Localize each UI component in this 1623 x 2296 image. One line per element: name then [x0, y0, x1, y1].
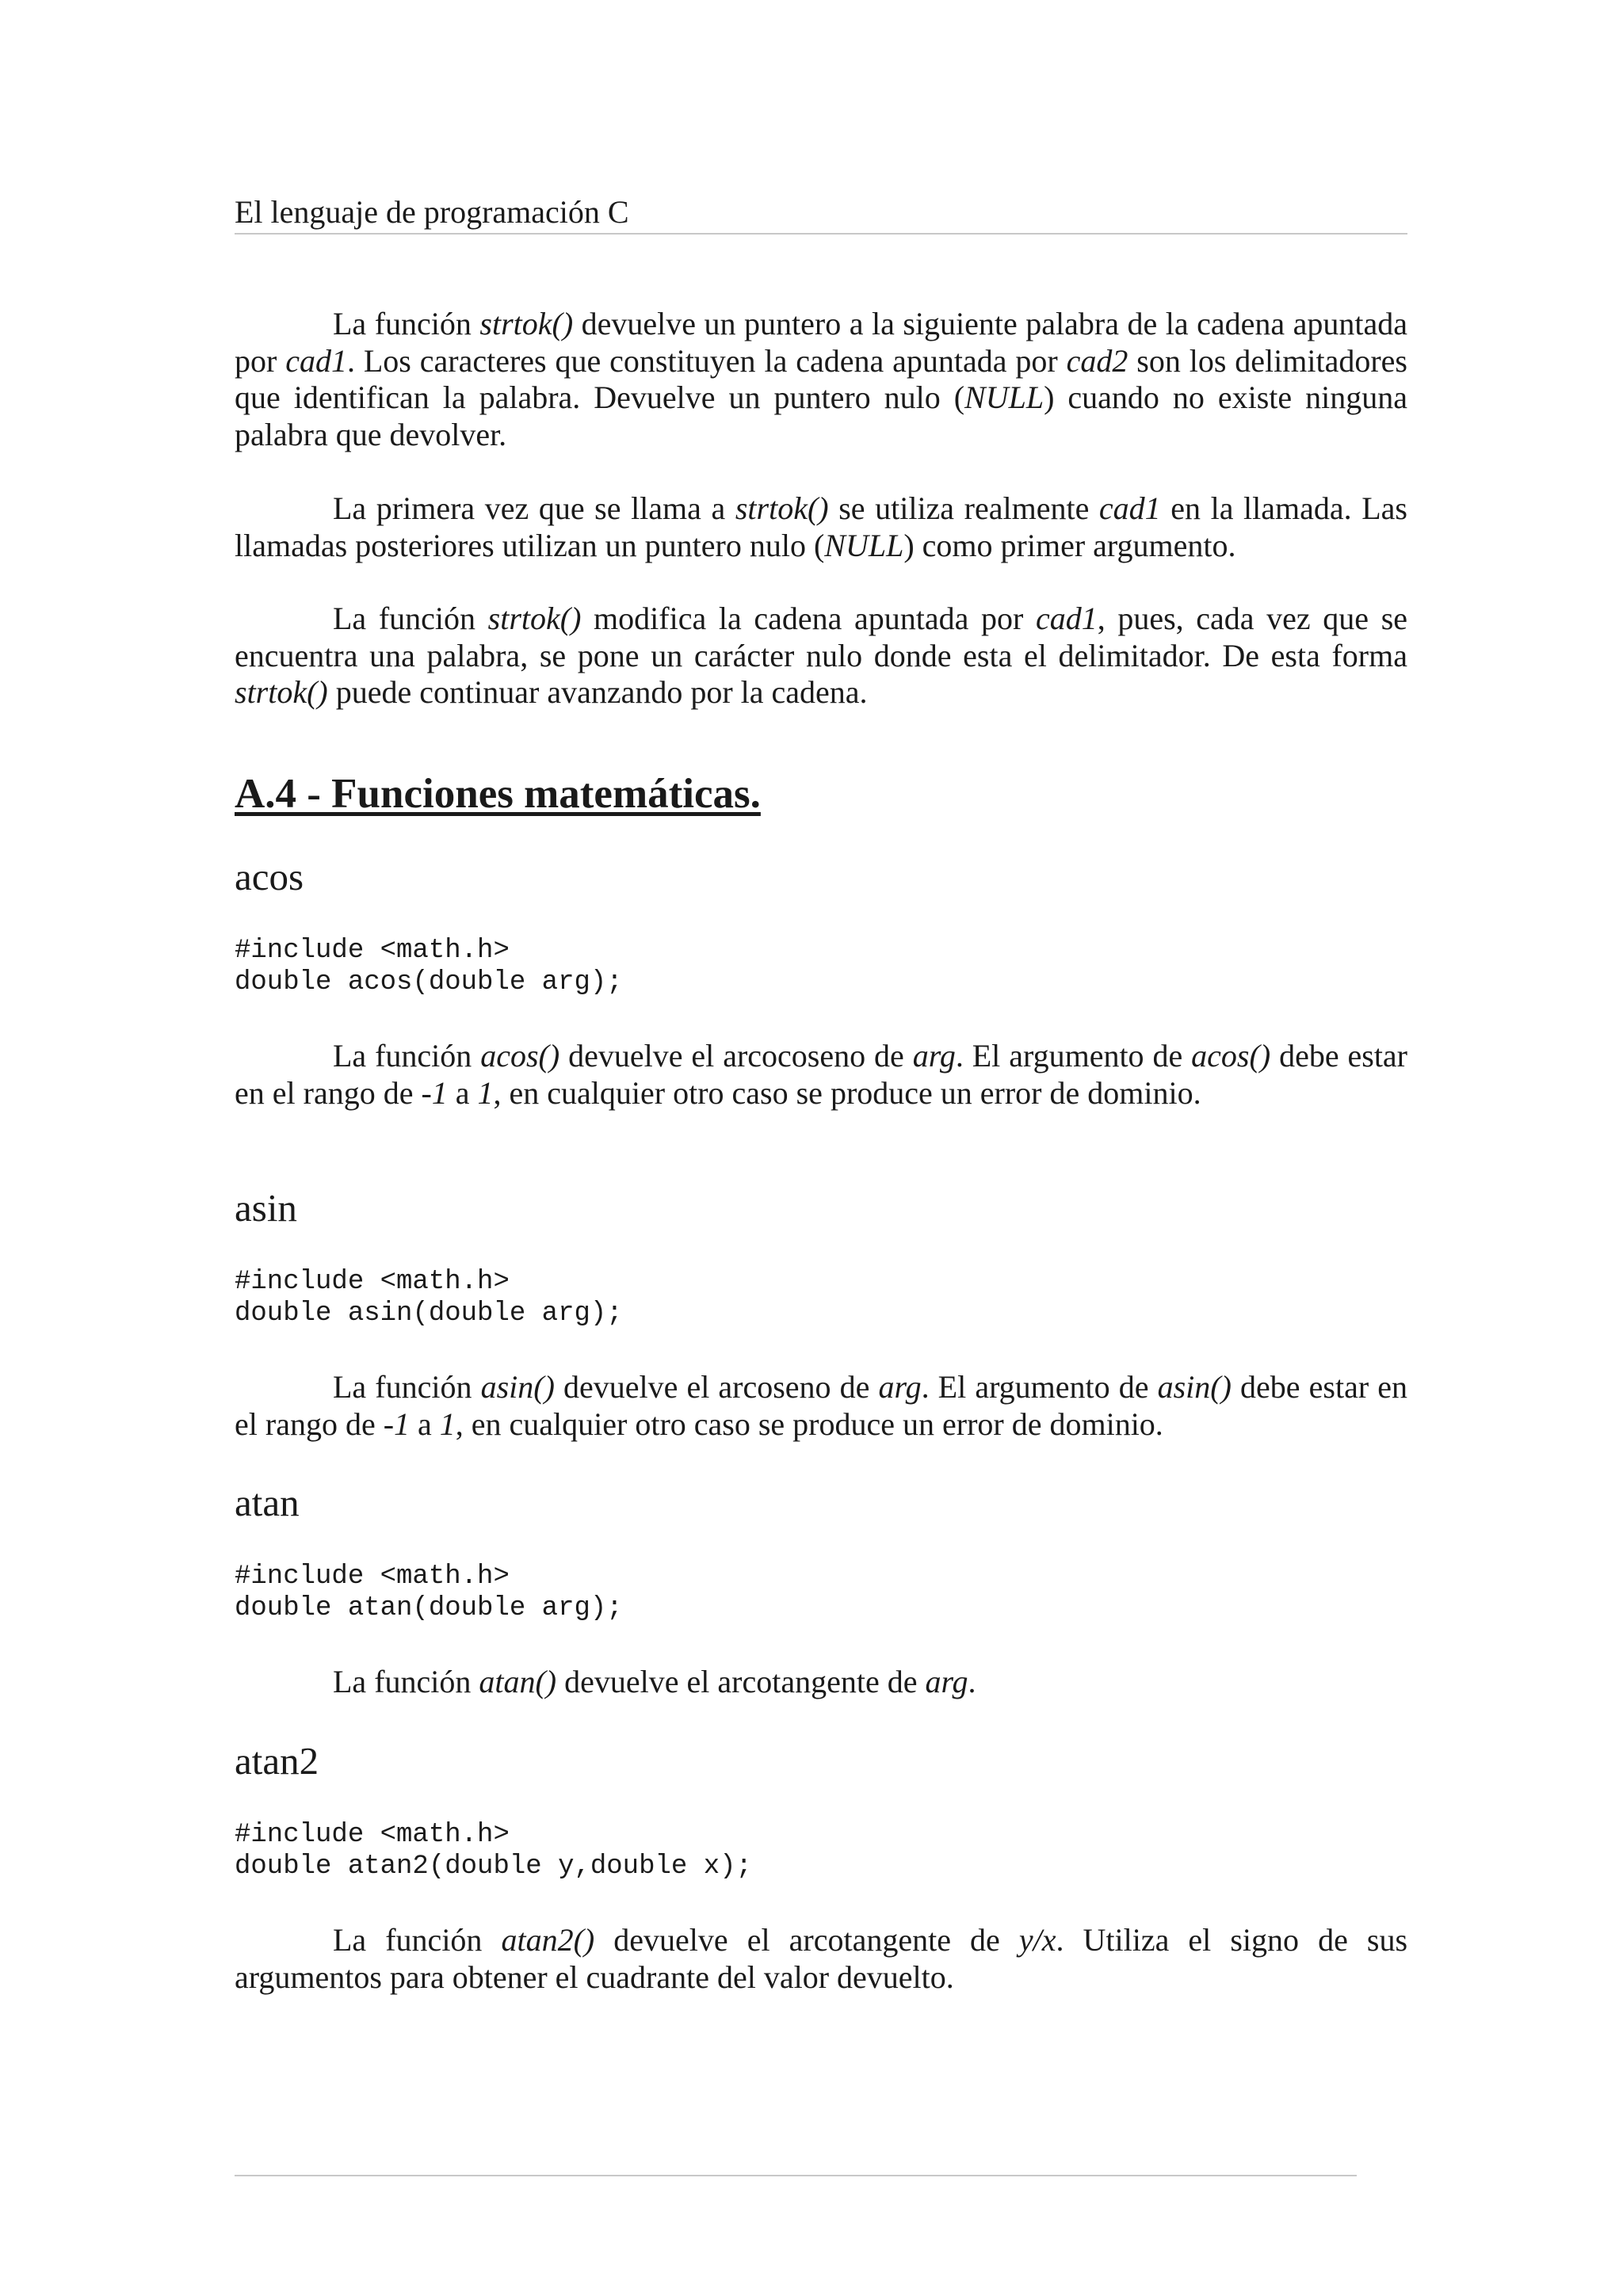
text-run: en la llamada. Las llamadas posteriores utilizan un puntero nulo ( — [235, 490, 1415, 563]
function-atan2-title-block — [235, 1738, 1407, 1784]
function-acos-code-block — [235, 935, 1407, 998]
text-run: La función — [333, 601, 488, 636]
italic-text: asin() — [1157, 1369, 1232, 1405]
code-line: #include <math.h> — [235, 1562, 510, 1592]
text-run: La función — [333, 1664, 479, 1699]
text-run: devuelve el arcotangente de — [556, 1664, 926, 1699]
text-run: devuelve el arcocoseno de — [559, 1038, 913, 1074]
italic-text: arg — [925, 1664, 968, 1699]
text-run: debe estar en el rango de - — [235, 1038, 1416, 1111]
function-asin-description — [235, 1369, 1415, 1443]
italic-text: atan() — [479, 1664, 557, 1699]
text-run: , en cualquier otro caso se produce un error de dominio. — [455, 1405, 1163, 1442]
text-run: La primera vez que se llama a — [333, 490, 735, 526]
italic-text: strtok() — [487, 601, 582, 636]
code-block-acos — [235, 935, 1407, 998]
text-run: . El argumento de — [955, 1038, 1192, 1074]
function-atan-description — [235, 1664, 1407, 1701]
italic-text: asin() — [480, 1369, 555, 1405]
code-line: #include <math.h> — [235, 936, 510, 966]
intro-paragraph-1 — [235, 306, 1416, 453]
paragraph — [235, 490, 1415, 564]
intro-paragraph-3 — [235, 601, 1416, 711]
italic-text: 1 — [477, 1074, 494, 1111]
italic-text: cad1 — [285, 342, 347, 379]
text-run: devuelve un puntero a la siguiente palabra de la cadena apuntada por — [235, 306, 1416, 379]
text-run: modifica la cadena apuntada por — [581, 601, 1036, 636]
code-line: double atan2(double y,double x); — [235, 1852, 752, 1882]
text-run: ) cuando no existe ninguna palabra que devolver. — [235, 379, 1416, 452]
text-run: ) como primer argumento. — [903, 527, 1236, 563]
function-asin-code-block — [235, 1266, 1407, 1329]
function-title-asin: asin — [235, 1186, 297, 1230]
function-atan-code-block — [235, 1561, 1407, 1624]
text-run: a — [447, 1074, 478, 1111]
paragraph — [235, 1664, 1407, 1701]
text-run: se utiliza realmente — [828, 490, 1099, 526]
function-atan2-description — [235, 1922, 1416, 1996]
section-heading: A.4 - Funciones matemáticas. — [235, 771, 761, 817]
paragraph — [235, 1038, 1416, 1112]
italic-text: strtok() — [235, 674, 328, 710]
paragraph — [235, 1369, 1415, 1443]
text-run: , en cualquier otro caso se produce un error de dominio. — [493, 1074, 1201, 1111]
text-run: . — [968, 1664, 976, 1699]
text-run: a — [410, 1405, 440, 1442]
code-line: double asin(double arg); — [235, 1299, 623, 1329]
code-line: double atan(double arg); — [235, 1593, 623, 1623]
function-atan-title-block — [235, 1480, 1407, 1526]
italic-text: strtok() — [479, 306, 574, 341]
italic-text: atan2() — [501, 1922, 595, 1958]
italic-text: arg — [912, 1038, 956, 1074]
function-title-atan: atan — [235, 1481, 300, 1524]
text-run: son los delimitadores que identifican la palabra. Devuelve un puntero nulo ( — [235, 342, 1415, 415]
section-heading-block — [235, 769, 1407, 818]
italic-text: cad2 — [1066, 342, 1128, 379]
italic-text: arg — [878, 1369, 922, 1405]
code-line: #include <math.h> — [235, 1267, 510, 1297]
text-run: La función — [333, 1369, 481, 1405]
text-run: La función — [333, 1922, 502, 1958]
code-line: double acos(double arg); — [235, 967, 623, 997]
paragraph — [235, 601, 1416, 711]
italic-text: strtok() — [735, 490, 829, 526]
text-run: devuelve el arcotangente de — [594, 1922, 1019, 1958]
code-block-asin — [235, 1266, 1407, 1329]
paragraph — [235, 1922, 1416, 1996]
code-line: #include <math.h> — [235, 1820, 510, 1850]
text-run: . El argumento de — [921, 1369, 1158, 1405]
text-run: devuelve el arcoseno de — [554, 1369, 879, 1405]
text-run: . Utiliza el signo de sus argumentos para obtener el cuadrante del valor devuelto. — [235, 1922, 1416, 1995]
italic-text: NULL — [824, 527, 904, 563]
text-run: La función — [333, 306, 480, 341]
code-block-atan — [235, 1561, 1407, 1624]
function-acos-title-block — [235, 854, 1407, 900]
italic-text: 1 — [431, 1074, 448, 1111]
italic-text: NULL — [964, 379, 1044, 415]
function-asin-title-block — [235, 1185, 1407, 1231]
text-run: , pues, cada vez que se encuentra una palabra, se pone un carácter nulo donde esta el delimitador. De esta forma — [235, 601, 1416, 673]
italic-text: 1 — [394, 1405, 411, 1442]
function-atan2-code-block — [235, 1819, 1407, 1882]
footer-rule — [235, 2175, 1357, 2176]
italic-text: acos() — [480, 1038, 560, 1074]
italic-text: cad1 — [1035, 601, 1098, 636]
italic-text: acos() — [1191, 1038, 1271, 1074]
text-run: La función — [333, 1038, 481, 1074]
running-header: El lenguaje de programación C — [235, 193, 1407, 235]
italic-text: y/x — [1018, 1922, 1056, 1958]
code-block-atan2 — [235, 1819, 1407, 1882]
italic-text: 1 — [439, 1405, 456, 1442]
intro-paragraph-2 — [235, 490, 1415, 564]
paragraph — [235, 306, 1416, 453]
text-run: . Los caracteres que constituyen la cadena apuntada por — [346, 342, 1067, 379]
text-run: puede continuar avanzando por la cadena. — [327, 674, 868, 710]
function-acos-description — [235, 1038, 1416, 1112]
text-run: debe estar en el rango de - — [235, 1369, 1415, 1442]
italic-text: cad1 — [1098, 490, 1161, 526]
function-title-acos: acos — [235, 855, 304, 898]
function-title-atan2: atan2 — [235, 1739, 319, 1783]
